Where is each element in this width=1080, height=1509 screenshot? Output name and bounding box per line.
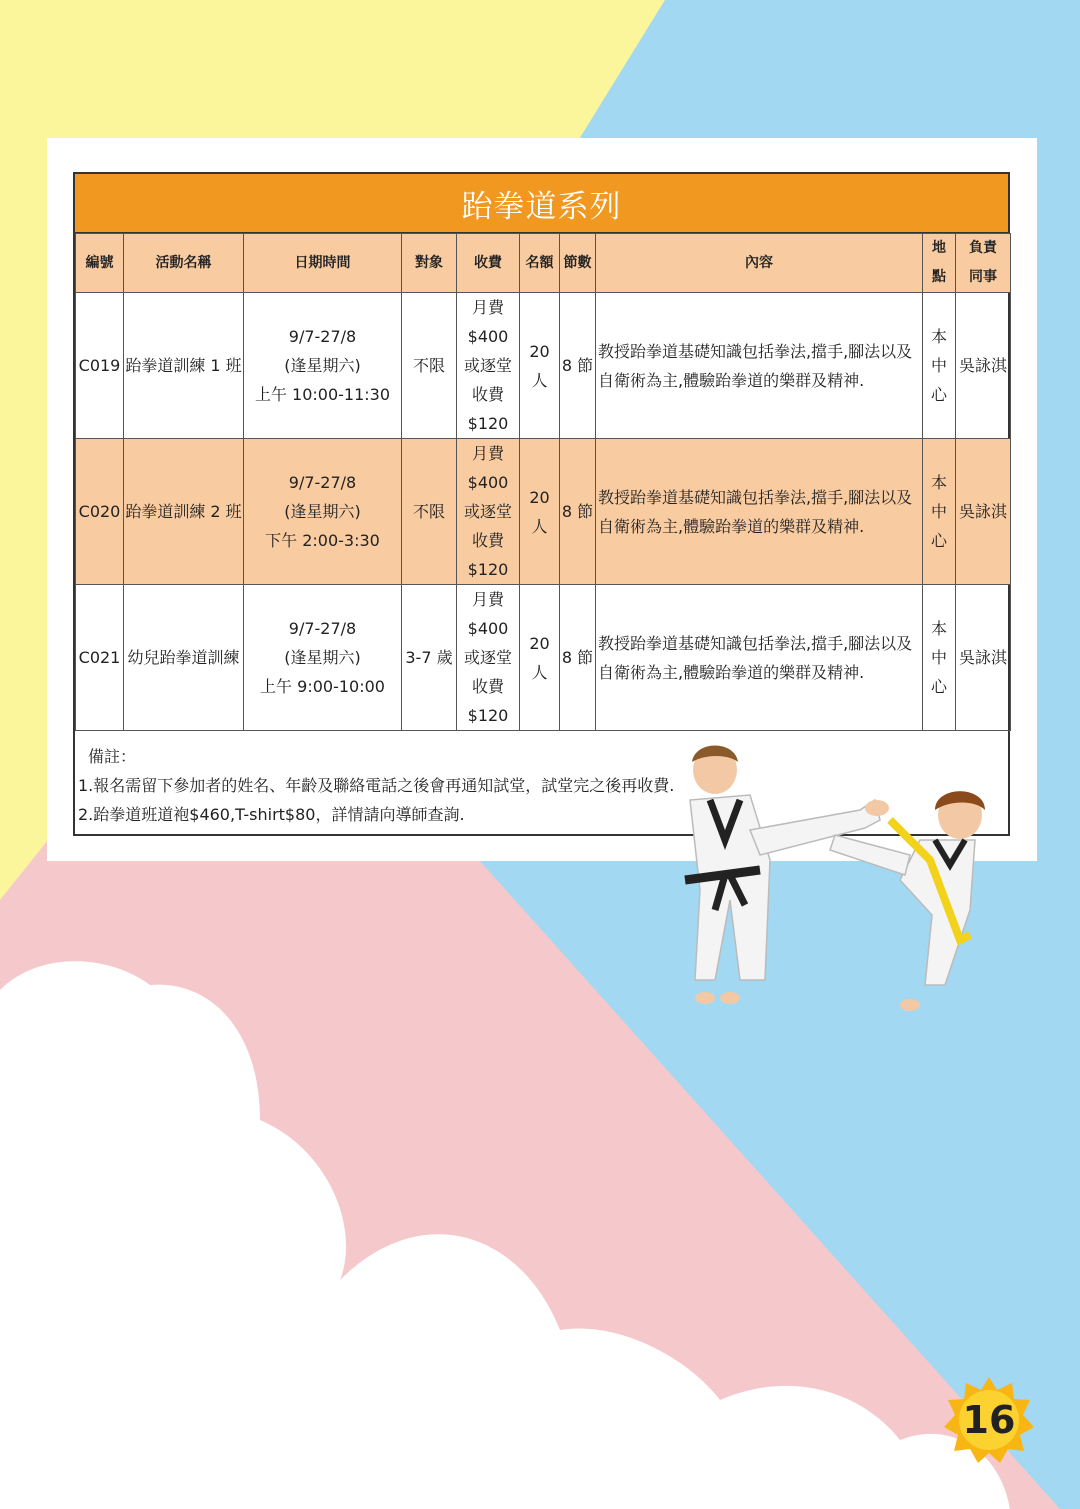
cell-fee: 月費 $400 或逐堂 收費 $120 [457, 439, 520, 585]
cell-datetime: 9/7-27/8 (逢星期六) 下午 2:00-3:30 [244, 439, 402, 585]
cell-staff: 吳詠淇 [956, 439, 1011, 585]
kid-black-belt-figure [685, 746, 889, 1005]
schedule-table [73, 172, 1010, 836]
header-fee: 收費 [457, 234, 520, 293]
cell-code: C020 [76, 439, 124, 585]
table-row [76, 439, 1011, 585]
header-quota: 名額 [520, 234, 560, 293]
cell-code: C021 [76, 585, 124, 731]
cell-fee: 月費 $400 或逐堂 收費 $120 [457, 293, 520, 439]
page-number: 16 [962, 1398, 1016, 1442]
cell-target: 不限 [402, 439, 457, 585]
header-content: 內容 [596, 234, 923, 293]
cell-quota: 20 人 [520, 439, 560, 585]
cell-datetime: 9/7-27/8 (逢星期六) 上午 9:00-10:00 [244, 585, 402, 731]
cell-name: 跆拳道訓練 1 班 [124, 293, 244, 439]
cell-staff: 吳詠淇 [956, 293, 1011, 439]
cell-venue: 本 中 心 [923, 439, 956, 585]
notes-label: 備註： [88, 747, 137, 766]
cell-staff: 吳詠淇 [956, 585, 1011, 731]
table-row [76, 585, 1011, 731]
cell-name: 跆拳道訓練 2 班 [124, 439, 244, 585]
header-venue: 地 點 [923, 234, 956, 293]
cell-code: C019 [76, 293, 124, 439]
table-title: 跆拳道系列 [461, 188, 622, 225]
cell-content: 教授跆拳道基礎知識包括拳法,擋手,腳法以及 自衛術為主,體驗跆拳道的樂群及精神. [596, 585, 923, 731]
taekwondo-kids-illustration [670, 740, 1020, 1015]
table-row [76, 293, 1011, 439]
header-code: 編號 [76, 234, 124, 293]
cell-venue: 本 中 心 [923, 585, 956, 731]
cell-venue: 本 中 心 [923, 293, 956, 439]
table-title-bar [75, 174, 1008, 233]
note-line-2: 2.跆拳道班道袍$460,T-shirt$80，詳情請向導師查詢. [78, 805, 465, 824]
cell-sessions: 8 節 [560, 439, 596, 585]
header-target: 對象 [402, 234, 457, 293]
cell-sessions: 8 節 [560, 293, 596, 439]
note-line-1: 1.報名需留下參加者的姓名、年齡及聯絡電話之後會再通知試堂，試堂完之後再收費. [78, 776, 675, 795]
header-sessions: 節數 [560, 234, 596, 293]
cell-datetime: 9/7-27/8 (逢星期六) 上午 10:00-11:30 [244, 293, 402, 439]
header-staff: 負責 同事 [956, 234, 1011, 293]
cell-name: 幼兒跆拳道訓練 [124, 585, 244, 731]
cell-fee: 月費 $400 或逐堂 收費 $120 [457, 585, 520, 731]
page-number-badge [944, 1375, 1034, 1465]
cell-sessions: 8 節 [560, 585, 596, 731]
cell-quota: 20 人 [520, 293, 560, 439]
cell-content: 教授跆拳道基礎知識包括拳法,擋手,腳法以及 自衛術為主,體驗跆拳道的樂群及精神. [596, 439, 923, 585]
header-row [76, 234, 1011, 293]
cell-target: 3-7 歲 [402, 585, 457, 731]
header-datetime: 日期時間 [244, 234, 402, 293]
cell-quota: 20 人 [520, 585, 560, 731]
cell-content: 教授跆拳道基礎知識包括拳法,擋手,腳法以及 自衛術為主,體驗跆拳道的樂群及精神. [596, 293, 923, 439]
notes-section [78, 742, 698, 829]
cell-target: 不限 [402, 293, 457, 439]
header-name: 活動名稱 [124, 234, 244, 293]
course-table [75, 233, 1011, 731]
